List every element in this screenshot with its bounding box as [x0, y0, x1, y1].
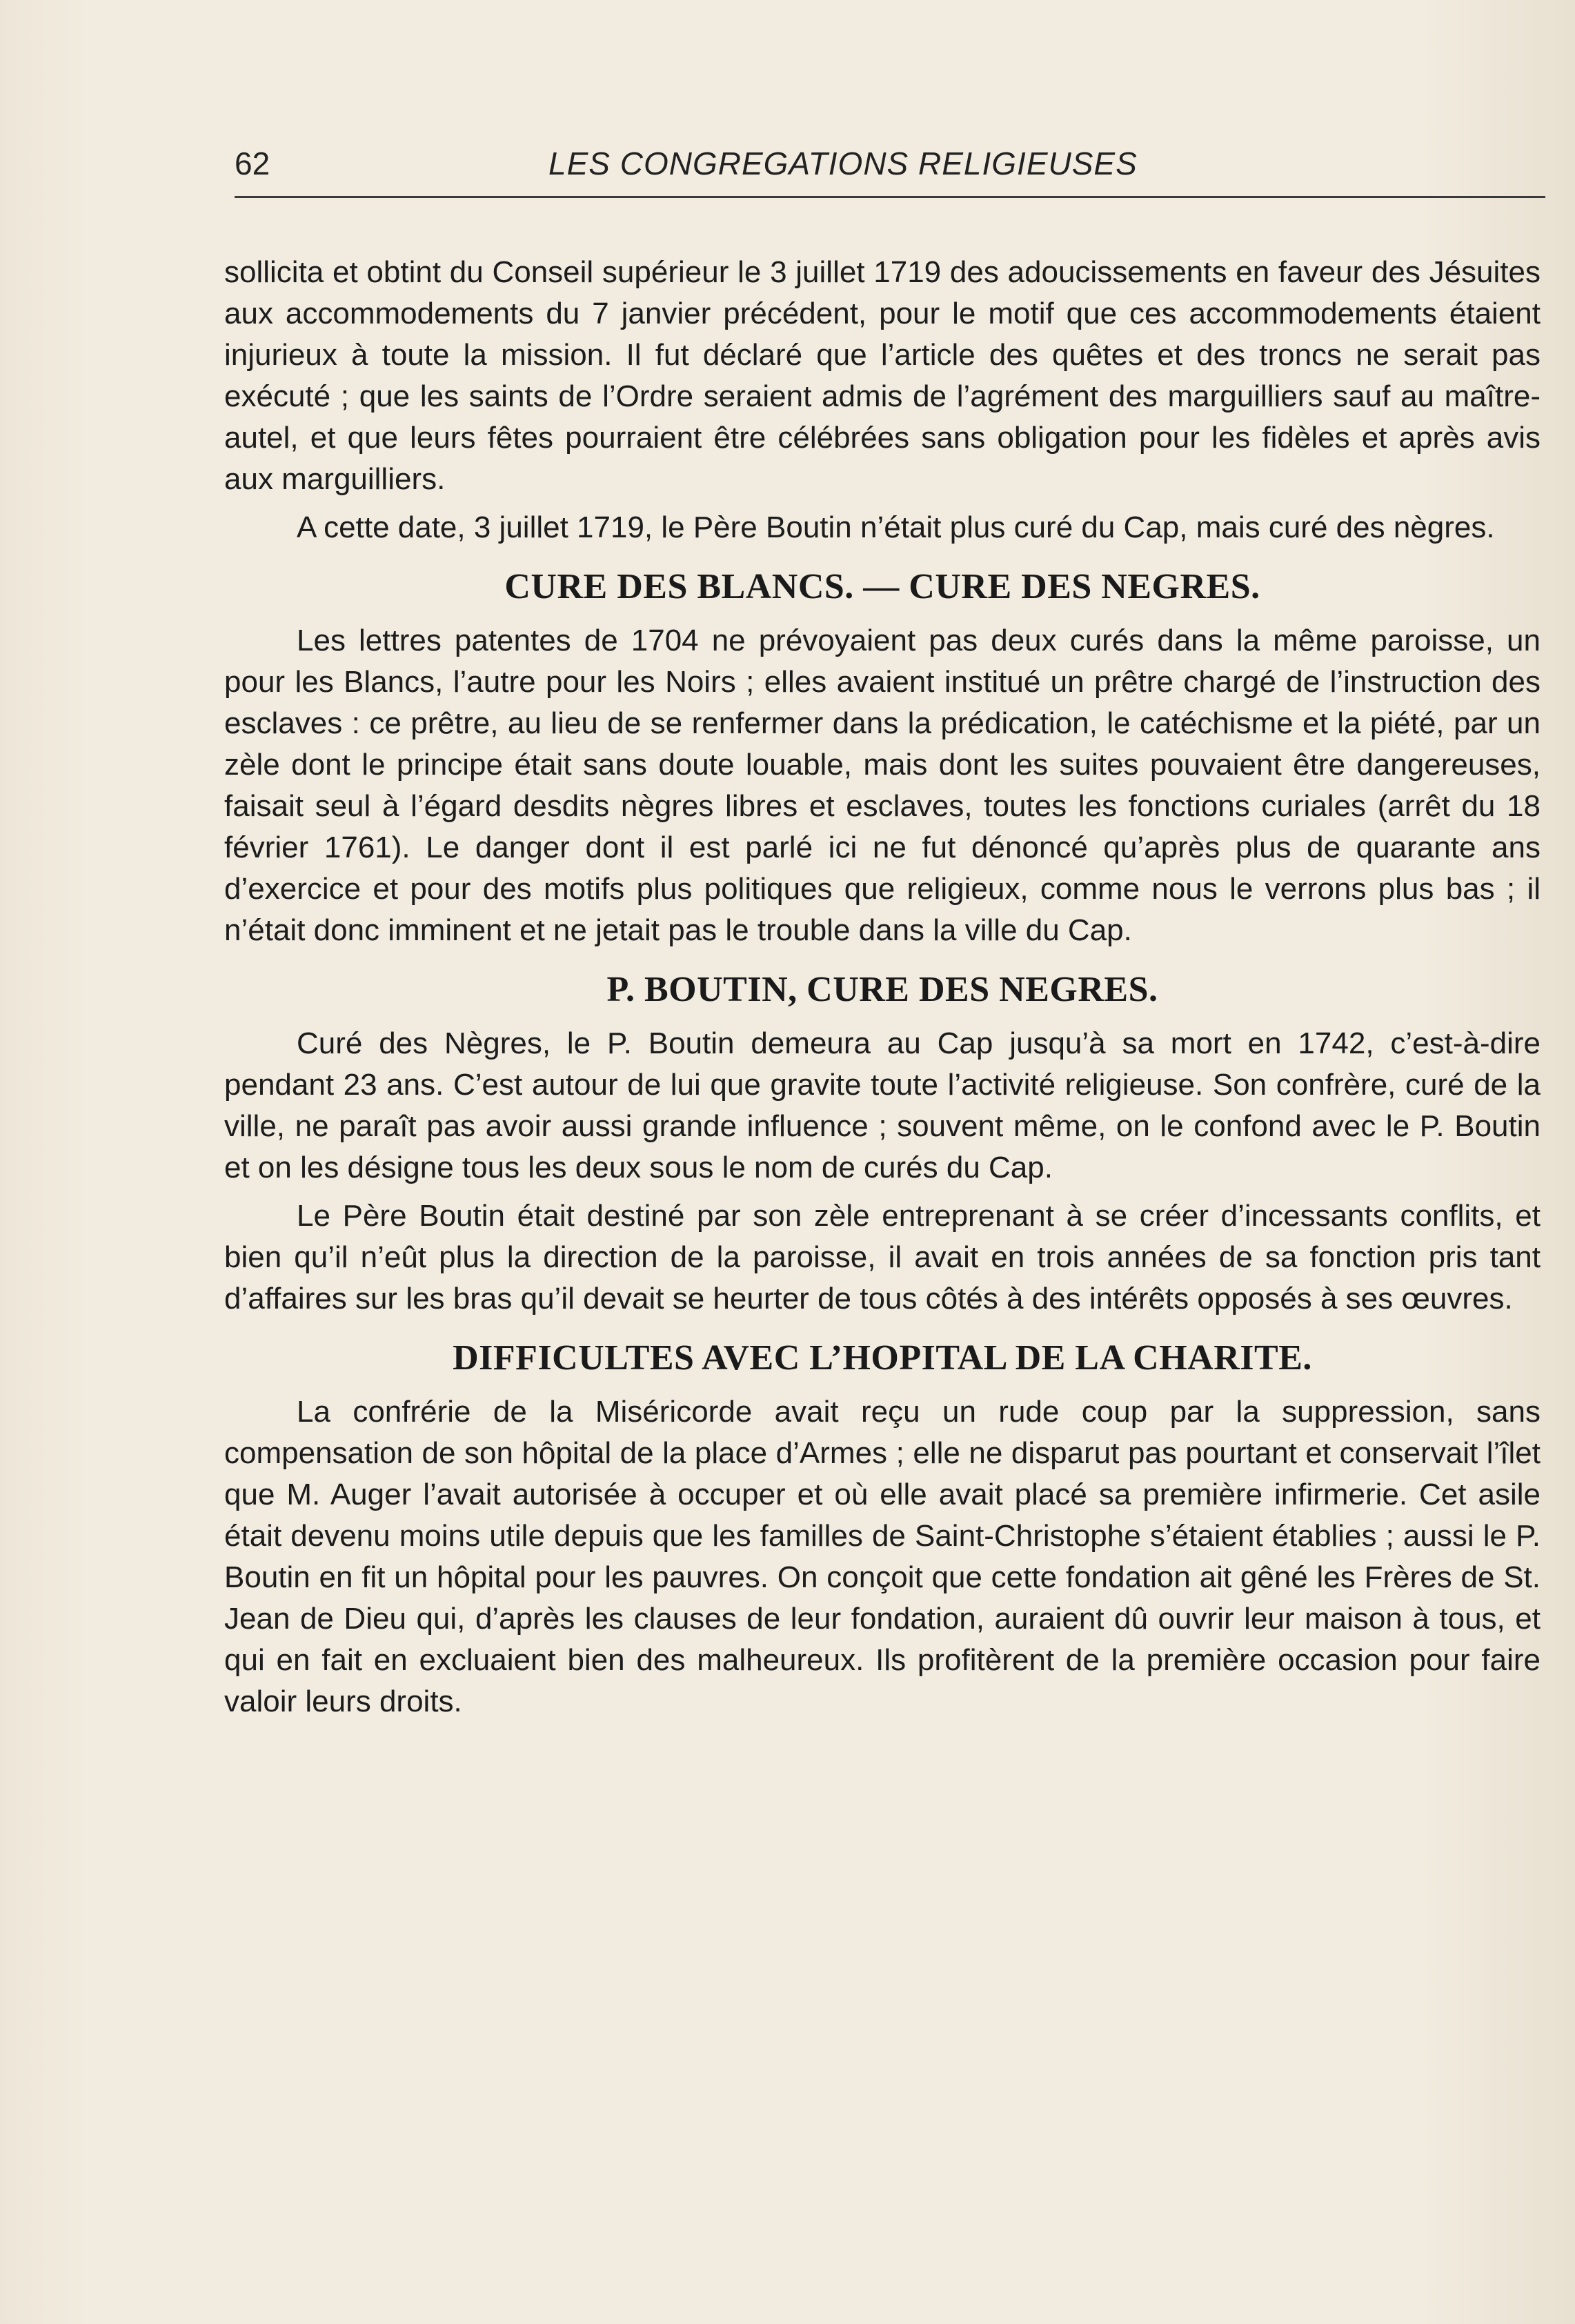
paragraph-1: sollicita et obtint du Conseil supérieur le 3 juillet 1719 des adoucissements en faveur des Jésuites aux accommodements du 7 janvier précédent, pour le motif que ces accommodements étaient injurieux à toute la mission. Il fut déclaré que l’article des quêtes et des troncs ne serait pas exécuté ; que les saints de l’Ordre seraient admis de l’agrément des marguilliers sauf au maître-autel, et que leurs fêtes pourraient être célébrées sans obligation pour les fidèles et après avis aux marguilliers. [224, 255, 1541, 496]
paragraph-4: Curé des Nègres, le P. Boutin demeura au Cap jusqu’à sa mort en 1742, c’est-à-dire pendant 23 ans. C’est autour de lui que gravite toute l’activité religieuse. Son confrère, curé de la ville, ne paraît pas avoir aussi grande influence ; souvent même, on le confond avec le P. Boutin et on les désigne tous les deux sous le nom de curés du Cap. [224, 1026, 1541, 1184]
section-heading-p-boutin: P. BOUTIN, CURE DES NEGRES. [606, 970, 1158, 1009]
paragraph-2: A cette date, 3 juillet 1719, le Père Boutin n’était plus curé du Cap, mais curé des nègres. [297, 510, 1495, 544]
body-text [224, 252, 1541, 1729]
section-heading-cure-des-blancs: CURE DES BLANCS. — CURE DES NEGRES. [504, 567, 1260, 606]
page-header [235, 145, 1545, 193]
paragraph-3: Les lettres patentes de 1704 ne prévoyaient pas deux curés dans la même paroisse, un pour les Blancs, l’autre pour les Noirs ; elles avaient institué un prêtre chargé de l’instruction des esclaves : ce prêtre, au lieu de se renfermer dans la prédication, le catéchisme et la piété, par un zèle dont le principe était sans doute louable, mais dont les suites pouvaient être dangereuses, faisait seul à l’égard desdits nègres libres et esclaves, toutes les fonctions curiales (arrêt du 18 février 1761). Le danger dont il est parlé ici ne fut dénoncé qu’après plus de quarante ans d’exercice et pour des motifs plus politiques que religieux, comme nous le verrons plus bas ; il n’était donc imminent et ne jetait pas le trouble dans la ville du Cap. [224, 624, 1541, 947]
running-title: LES CONGREGATIONS RELIGIEUSES [548, 146, 1138, 181]
page-number: 62 [235, 146, 270, 181]
header-rule [235, 196, 1545, 198]
paragraph-5: Le Père Boutin était destiné par son zèle entreprenant à se créer d’incessants conflits, et bien qu’il n’eût plus la direction de la paroisse, il avait en trois années de sa fonction pris tant d’affaires sur les bras qu’il devait se heurter de tous côtés à des intérêts opposés à ses œuvres. [224, 1199, 1541, 1315]
section-heading-hopital-charite: DIFFICULTES AVEC L’HOPITAL DE LA CHARITE. [453, 1338, 1312, 1378]
paragraph-6: La confrérie de la Miséricorde avait reçu un rude coup par la suppression, sans compensation de son hôpital de la place d’Armes ; elle ne disparut pas pourtant et conservait l’îlet que M. Auger l’avait autorisée à occuper et où elle avait placé sa première infirmerie. Cet asile était devenu moins utile depuis que les familles de Saint-Christophe s’étaient établies ; aussi le P. Boutin en fit un hôpital pour les pauvres. On conçoit que cette fondation ait gêné les Frères de St. Jean de Dieu qui, d’après les clauses de leur fondation, auraient dû ouvrir leur maison à tous, et qui en fait en excluaient bien des malheureux. Ils profitèrent de la première occasion pour faire valoir leurs droits. [224, 1395, 1541, 1718]
